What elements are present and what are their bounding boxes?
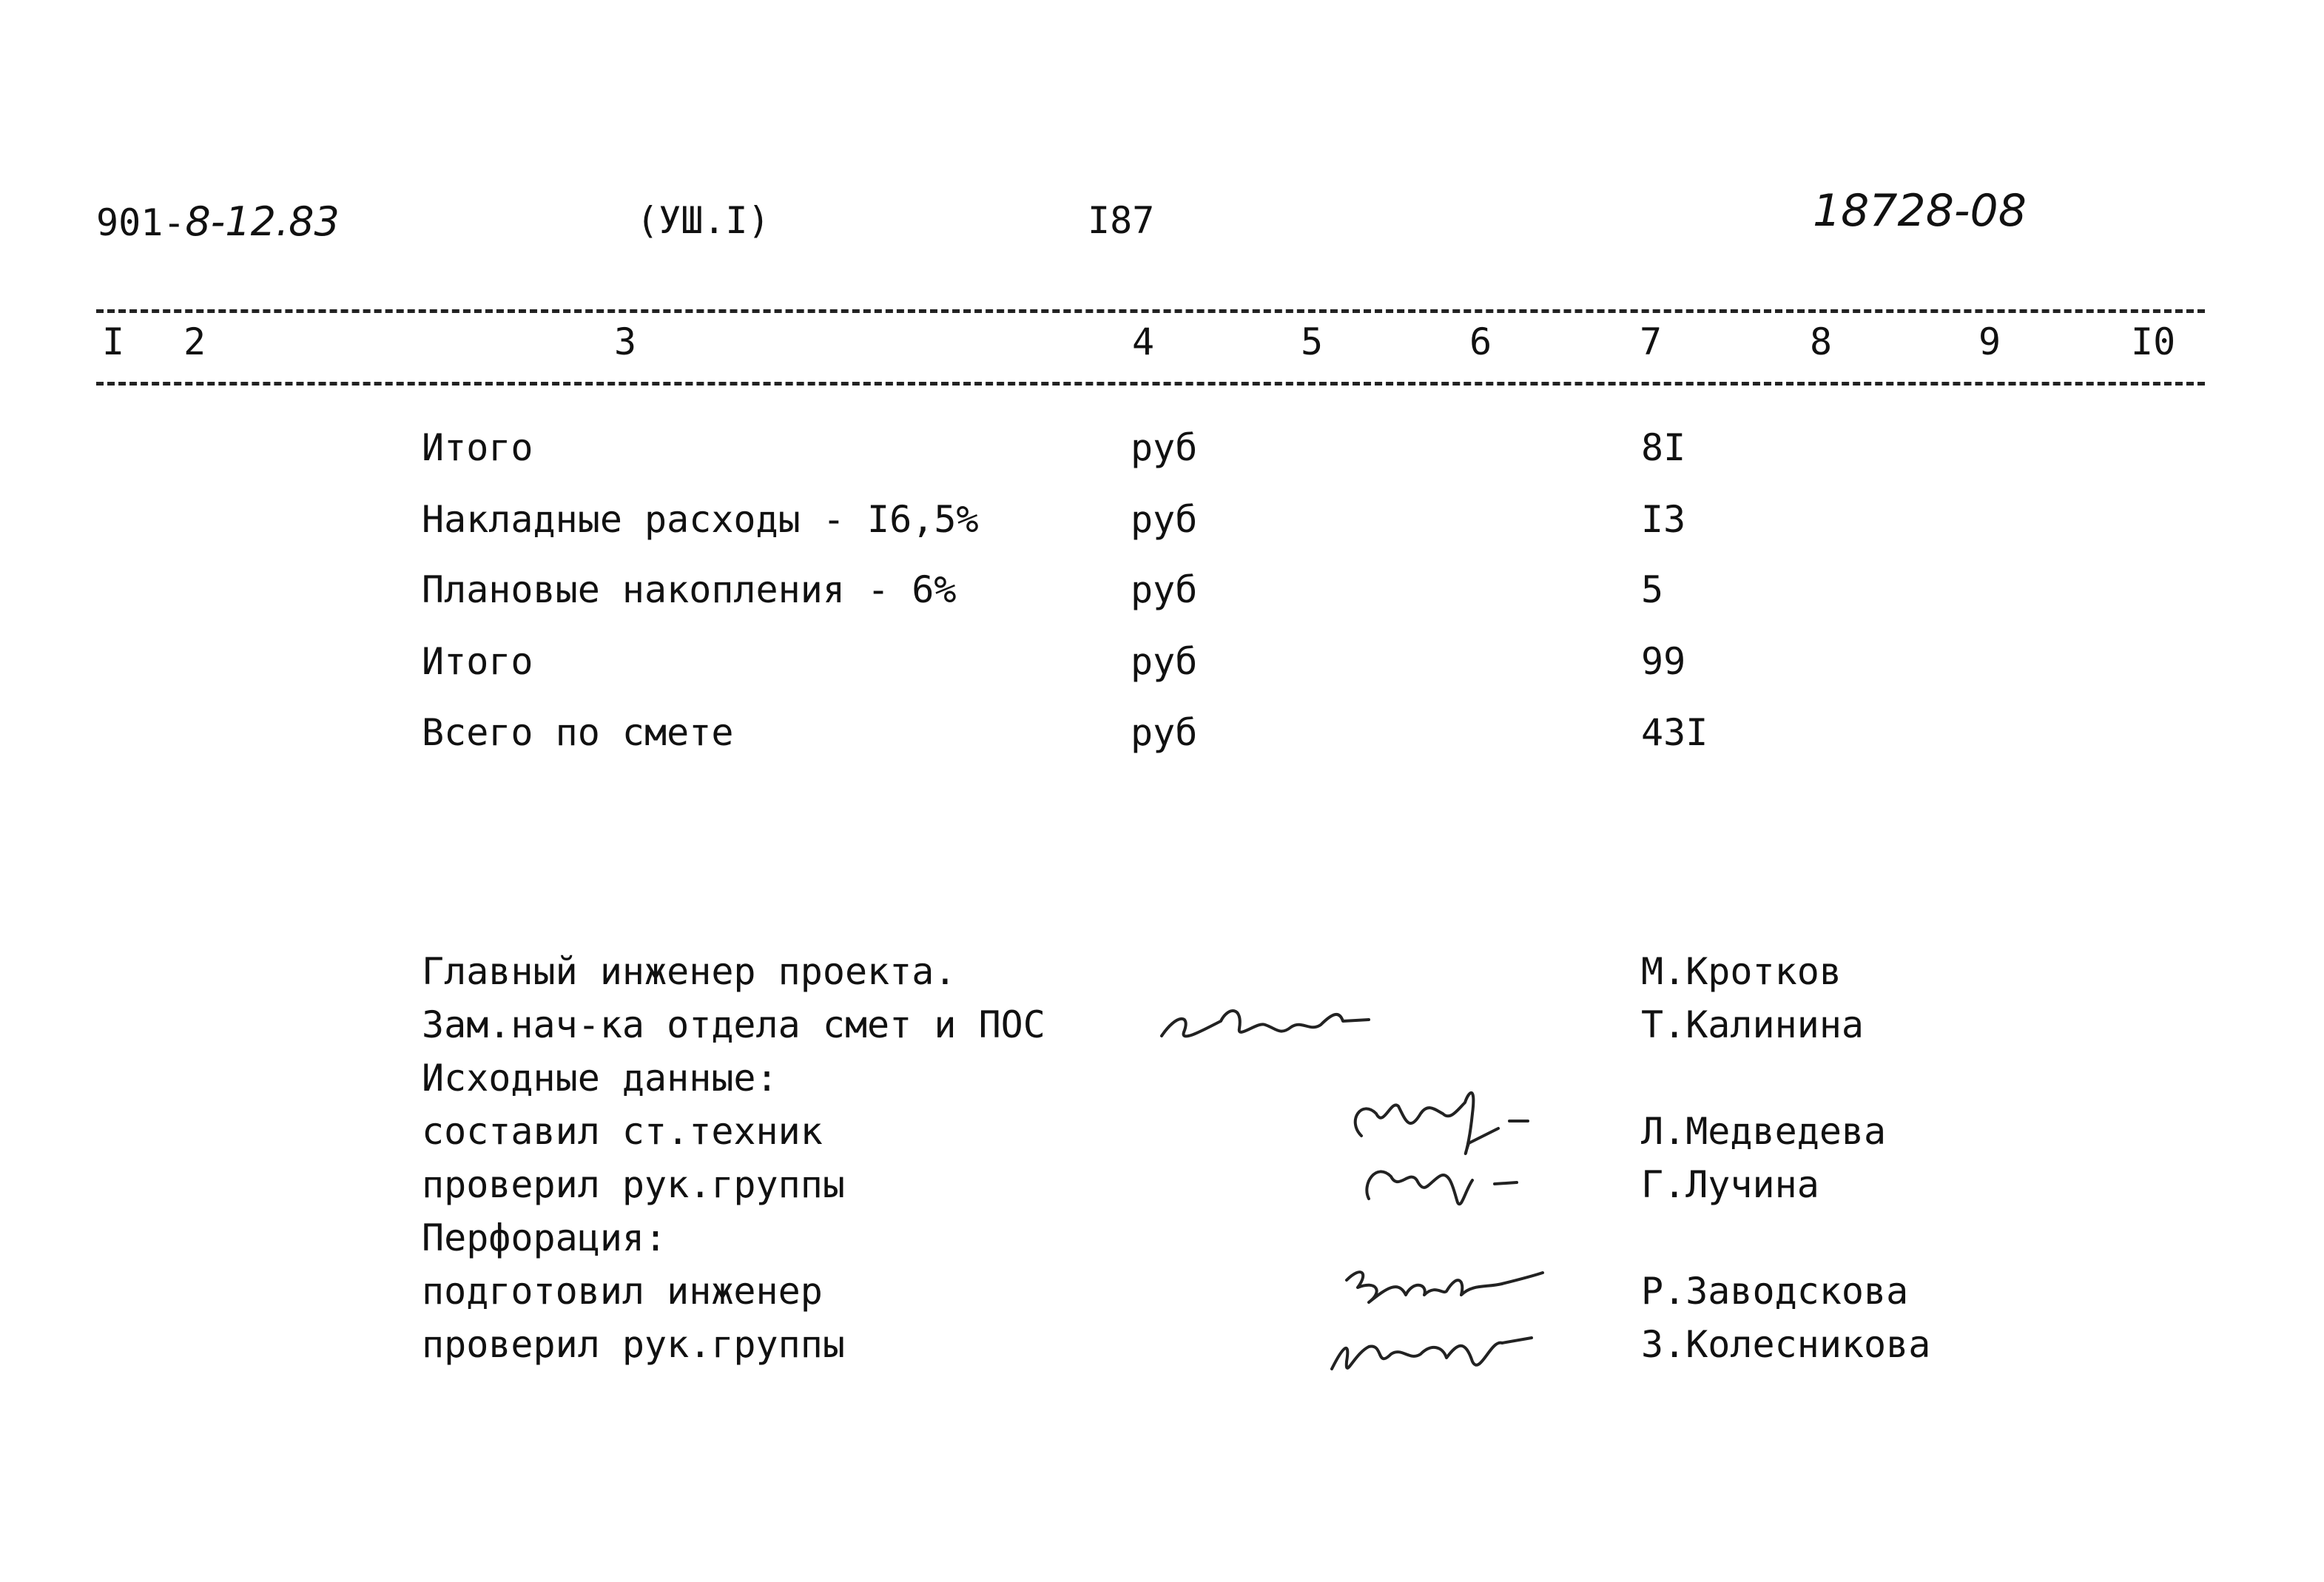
column-header-10: I0	[2131, 320, 2176, 363]
signoff-heading-perforation: Перфорация:	[422, 1216, 667, 1259]
row-unit-overhead: руб	[1131, 498, 1198, 541]
signoff-role-compiled-by: составил ст.техник	[422, 1110, 823, 1153]
document-code-handwritten: 8-12.83	[185, 198, 340, 245]
handwritten-number: 18728-08	[1813, 185, 2027, 237]
row-value-planned-savings: 5	[1641, 568, 1664, 611]
row-label-overhead: Накладные расходы - I6,5%	[422, 498, 979, 541]
table-top-rule	[96, 309, 2205, 313]
signoff-role-checked-by: проверил рук.группы	[422, 1163, 845, 1206]
column-header-5: 5	[1301, 320, 1324, 363]
signature-zavodskova-kolesnikova	[1317, 1251, 1561, 1391]
signoff-heading-source-data: Исходные данные:	[422, 1057, 778, 1100]
row-unit-total: руб	[1131, 426, 1198, 469]
signoff-name-krotkov: М.Кротков	[1641, 950, 1842, 993]
signoff-role-deputy-head: Зам.нач-ка отдела смет и ПОС	[422, 1003, 1045, 1046]
row-label-total: Итого	[422, 426, 533, 469]
row-value-overhead: I3	[1641, 498, 1686, 541]
signoff-name-medvedeva: Л.Медведева	[1641, 1110, 1887, 1153]
row-value-total: 8I	[1641, 426, 1686, 469]
row-unit-grand-total: руб	[1131, 711, 1198, 754]
column-header-2: 2	[183, 320, 206, 363]
row-label-subtotal: Итого	[422, 640, 533, 683]
column-header-6: 6	[1469, 320, 1492, 363]
signoff-name-kalinina: Т.Калинина	[1641, 1003, 1865, 1046]
row-value-grand-total: 43I	[1641, 711, 1708, 754]
signoff-role-checked-by-2: проверил рук.группы	[422, 1323, 845, 1366]
row-unit-subtotal: руб	[1131, 640, 1198, 683]
signoff-role-chief-engineer: Главный инженер проекта.	[422, 950, 957, 993]
column-header-7: 7	[1640, 320, 1663, 363]
column-header-4: 4	[1132, 320, 1155, 363]
document-code-printed: 901-	[96, 201, 186, 244]
signoff-role-prepared-by: подготовил инженер	[422, 1270, 823, 1313]
signature-luchina	[1354, 1140, 1539, 1214]
section-code: (УШ.I)	[636, 199, 770, 242]
column-header-1: I	[102, 320, 125, 363]
row-label-grand-total: Всего по смете	[422, 711, 734, 754]
signoff-name-kolesnikova: З.Колесникова	[1641, 1323, 1931, 1366]
document-code	[96, 200, 340, 245]
table-header-rule	[96, 382, 2205, 386]
column-header-8: 8	[1810, 320, 1833, 363]
signoff-name-luchina: Г.Лучина	[1641, 1163, 1819, 1206]
page-number: I87	[1088, 199, 1155, 242]
signature-kalinina	[1154, 992, 1376, 1051]
row-unit-planned-savings: руб	[1131, 568, 1198, 611]
column-header-3: 3	[614, 320, 637, 363]
row-label-planned-savings: Плановые накопления - 6%	[422, 568, 957, 611]
signoff-name-zavodskova: Р.Заводскова	[1641, 1270, 1909, 1313]
column-header-9: 9	[1978, 320, 2001, 363]
row-value-subtotal: 99	[1641, 640, 1686, 683]
